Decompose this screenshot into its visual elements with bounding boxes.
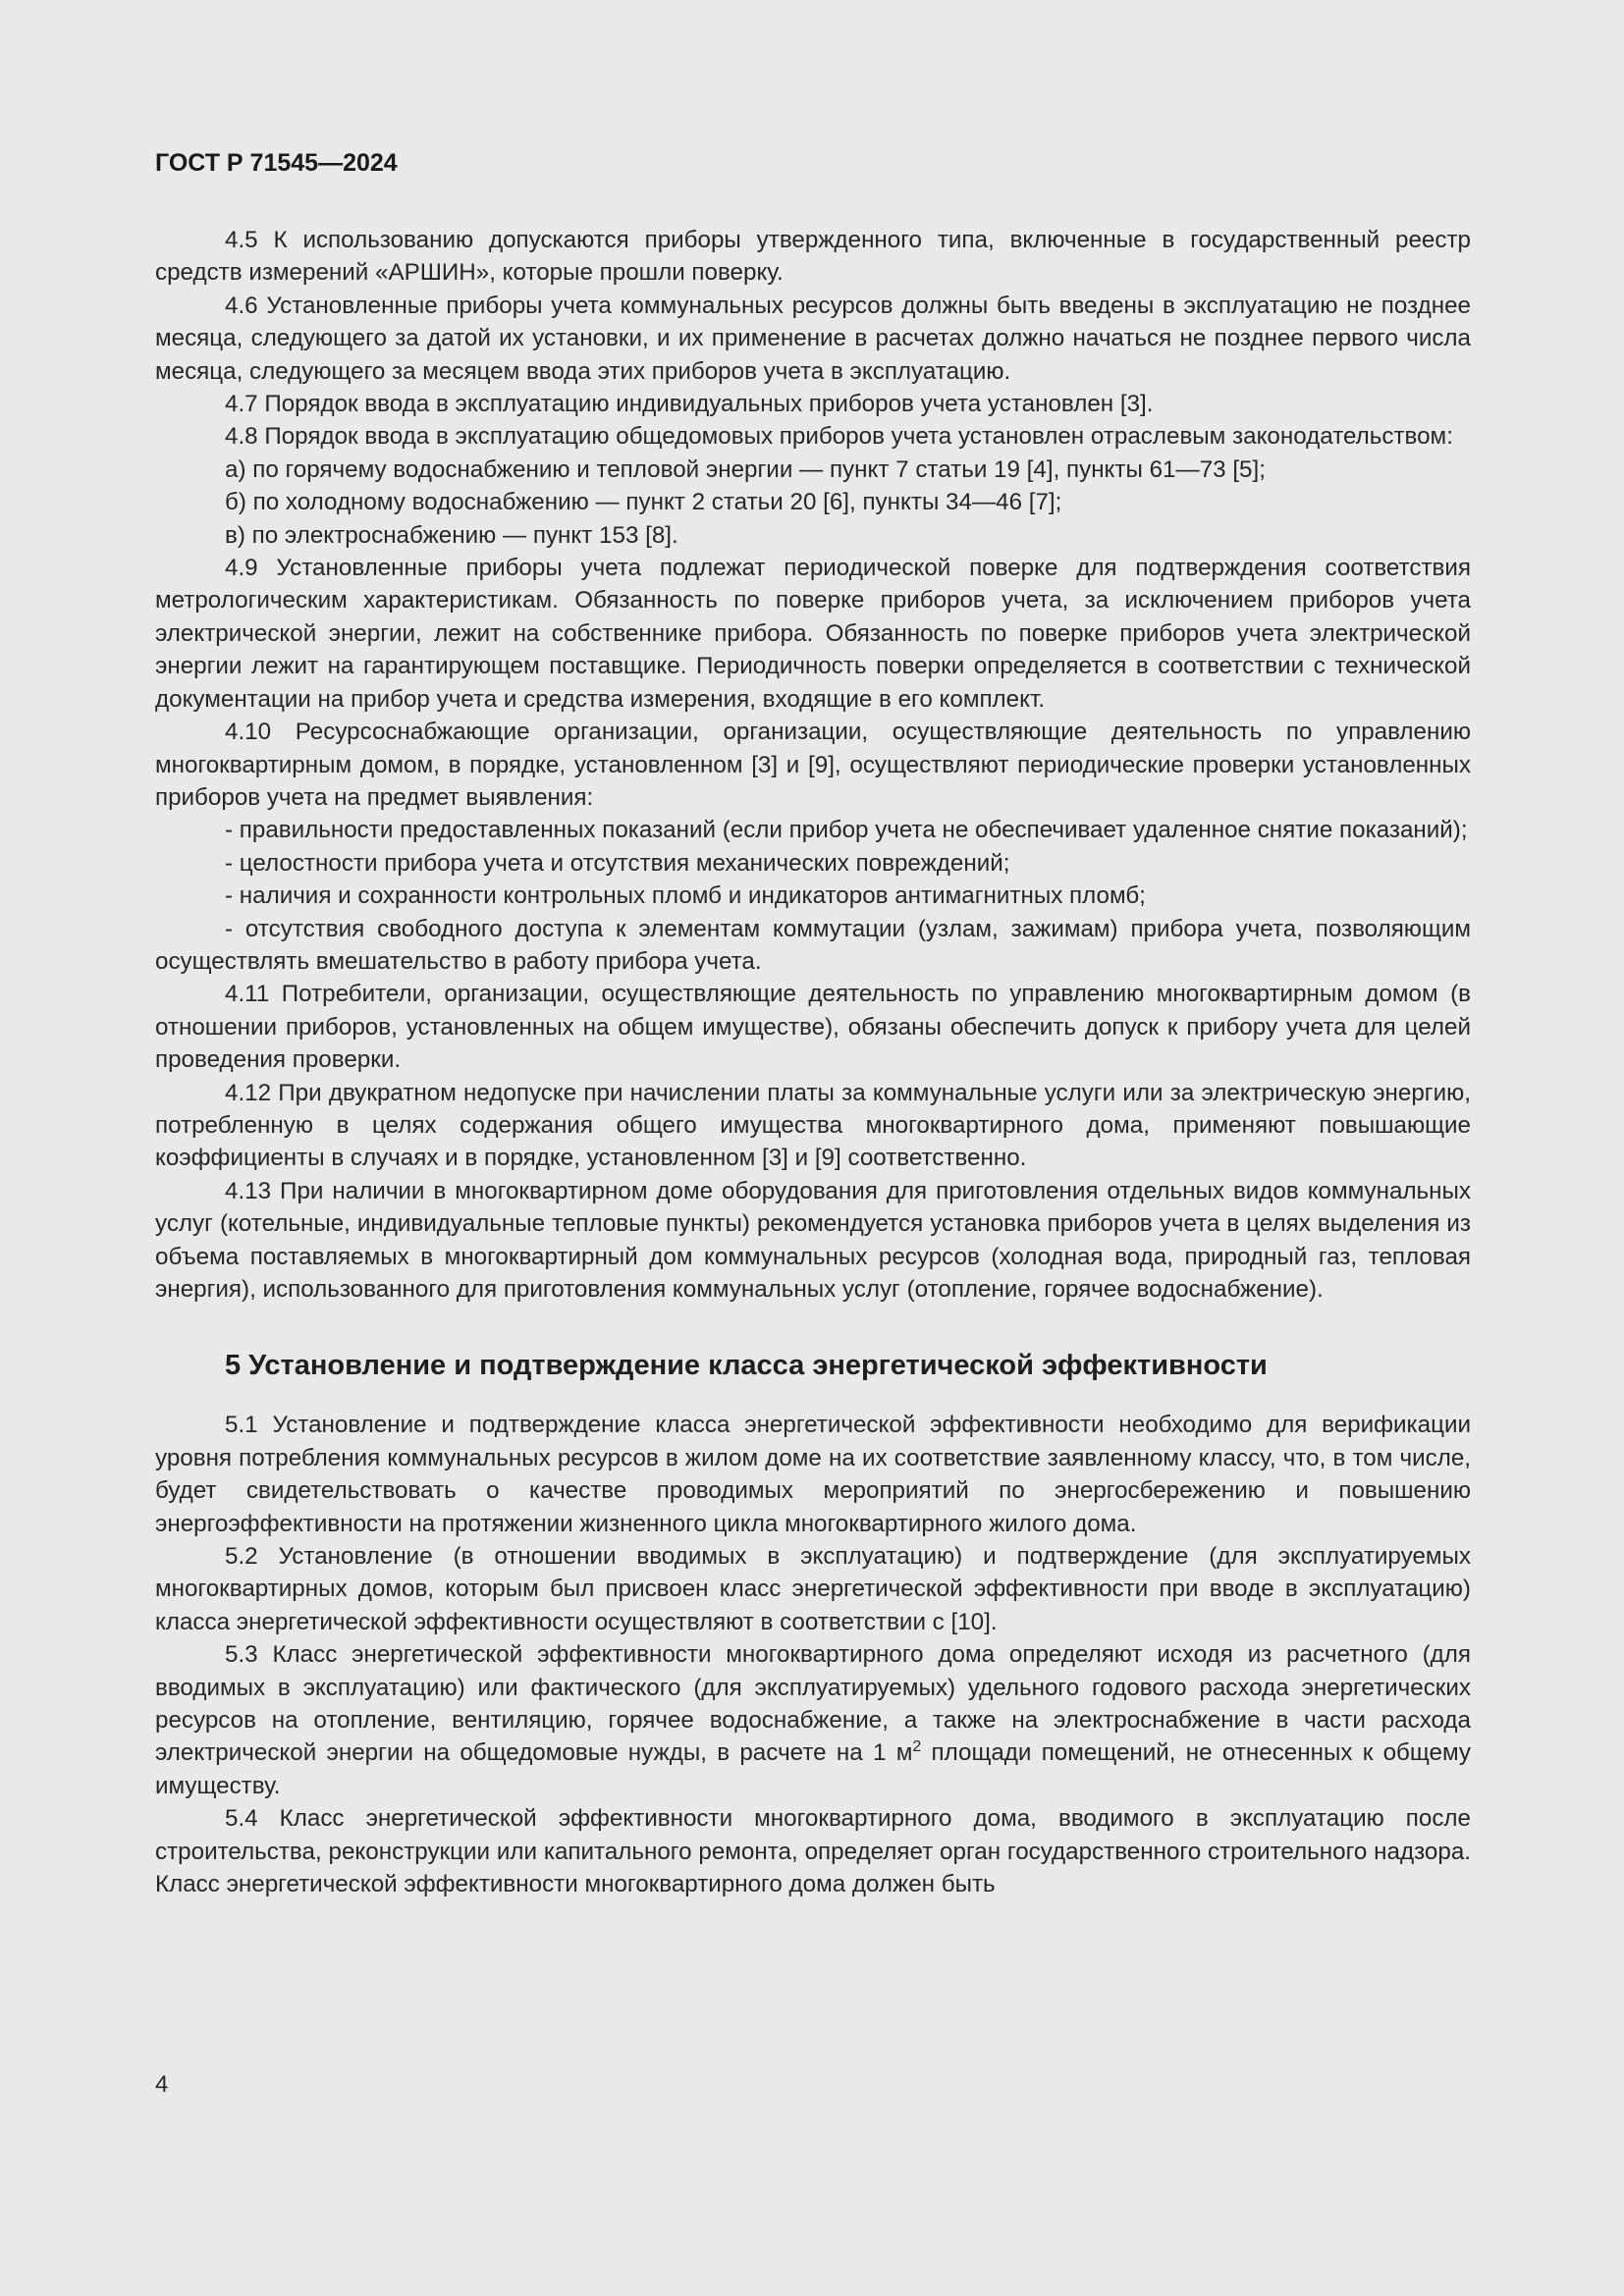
list-item-4-8-a: а) по горячему водоснабжению и тепловой энергии — пункт 7 статьи 19 [4], пункты 61—73 [5]; (225, 455, 1266, 483)
paragraph-4-13: 4.13 При наличии в многоквартирном доме оборудования для приготовления отдельных видов коммунальных услуг (котельные, индивидуальные тепловые пункты) рекомендуется установка приборов учета в целях выделения из объема поставляемых в многоквартирный дом коммунальных ресурсов (холодная вода, природный газ, тепловая энергия), использованного для приготовления коммунальных услуг (отопление, горячее водоснабжение). (155, 1177, 1471, 1303)
paragraph-4-12: 4.12 При двукратном недопуске при начислении платы за коммунальные услуги или за электрическую энергию, потребленную в целях содержания общего имущества многоквартирного дома, применяют повышающие коэффициенты в случаях и в порядке, установленном [3] и [9] соответственно. (155, 1079, 1471, 1172)
paragraph-4-7: 4.7 Порядок ввода в эксплуатацию индивидуальных приборов учета установлен [3]. (225, 391, 1154, 418)
paragraph-5-1: 5.1 Установление и подтверждение класса энергетической эффективности необходимо для верификации уровня потребления коммунальных ресурсов в жилом доме на их соответствие заявленному классу, что, в том числе, будет свидетельствовать о качестве проводимых мероприятий по энергосбережению и повышению энергоэффективности на протяжении жизненного цикла многоквартирного жилого дома. (155, 1412, 1471, 1537)
paragraph-4-9: 4.9 Установленные приборы учета подлежат периодической поверке для подтверждения соответствия метрологическим характеристикам. Обязанность по поверке приборов учета, за исключением приборов учета электрической энергии, лежит на собственнике прибора. Обязанность по поверке приборов учета электрической энергии лежит на гарантирующем поставщике. Периодичность поверки определяется в соответствии с технической документации на прибор учета и средства измерения, входящие в его комплект. (155, 555, 1471, 713)
paragraph-4-10: 4.10 Ресурсоснабжающие организации, организации, осуществляющие деятельность по управлению многоквартирным домом, в порядке, установленном [3] и [9], осуществляют периодические проверки установленных приборов учета на предмет выявления: (155, 719, 1471, 811)
list-item-4-10-4: - отсутствия свободного доступа к элементам коммутации (узлам, зажимам) прибора учета, позволяющим осуществлять вмешательство в работу прибора учета. (155, 915, 1471, 975)
section-5-heading: 5 Установление и подтверждение класса энергетической эффективности (225, 1350, 1268, 1382)
list-item-4-10-2: - целостности прибора учета и отсутствия механических повреждений; (225, 849, 1010, 877)
paragraph-4-8: 4.8 Порядок ввода в эксплуатацию общедомовых приборов учета установлен отраслевым законодательством: (225, 423, 1453, 451)
paragraph-4-5: 4.5 К использованию допускаются приборы утвержденного типа, включенные в государственный реестр средств измерений «АРШИН», которые прошли поверку. (155, 227, 1471, 287)
document-header: ГОСТ Р 71545—2024 (155, 149, 398, 177)
list-item-4-8-b: б) по холодному водоснабжению — пункт 2 статьи 20 [6], пункты 34—46 [7]; (225, 489, 1062, 516)
paragraph-5-3 (155, 1638, 1471, 1802)
document-body (155, 224, 1471, 1901)
paragraph-4-6: 4.6 Установленные приборы учета коммунальных ресурсов должны быть введены в эксплуатацию не позднее месяца, следующего за датой их установки, и их применение в расчетах должно начаться не позднее первого числа месяца, следующего за месяцем ввода этих приборов учета в эксплуатацию. (155, 292, 1471, 385)
page-number: 4 (155, 2071, 169, 2098)
paragraph-5-3-text-end: площади помещений, не отнесенных к общему имуществу. (155, 1739, 1471, 1799)
paragraph-5-4: 5.4 Класс энергетической эффективности многоквартирного дома, вводимого в эксплуатацию после строительства, реконструкции или капитального ремонта, определяет орган государственного строительного надзора. Класс энергетической эффективности многоквартирного дома должен быть (155, 1805, 1471, 1898)
paragraph-4-11: 4.11 Потребители, организации, осуществляющие деятельность по управлению многоквартирным домом (в отношении приборов, установленных на общем имуществе), обязаны обеспечить допуск к прибору учета для целей проведения проверки. (155, 981, 1471, 1074)
paragraph-5-3-text: 5.3 Класс энергетической эффективности многоквартирного дома определяют исходя из расчетного (для вводимых в эксплуатацию) или фактического (для эксплуатируемых) удельного годового расхода энергетических ресурсов на отопление, вентиляцию, горячее водоснабжение, а также на электроснабжение в части расхода электрической энергии на общедомовые нужды, в расчете на 1 м (155, 1641, 1471, 1767)
superscript-2: 2 (912, 1738, 922, 1756)
paragraph-5-2: 5.2 Установление (в отношении вводимых в эксплуатацию) и подтверждение (для эксплуатируемых многоквартирных домов, которым был присвоен класс энергетической эффективности при вводе в эксплуатацию) класса энергетической эффективности осуществляют в соответствии с [10]. (155, 1543, 1471, 1635)
list-item-4-10-1: - правильности предоставленных показаний (если прибор учета не обеспечивает удаленное снятие показаний); (225, 817, 1468, 844)
list-item-4-10-3: - наличия и сохранности контрольных пломб и индикаторов антимагнитных пломб; (225, 882, 1146, 910)
list-item-4-8-c: в) по электроснабжению — пункт 153 [8]. (225, 521, 678, 549)
